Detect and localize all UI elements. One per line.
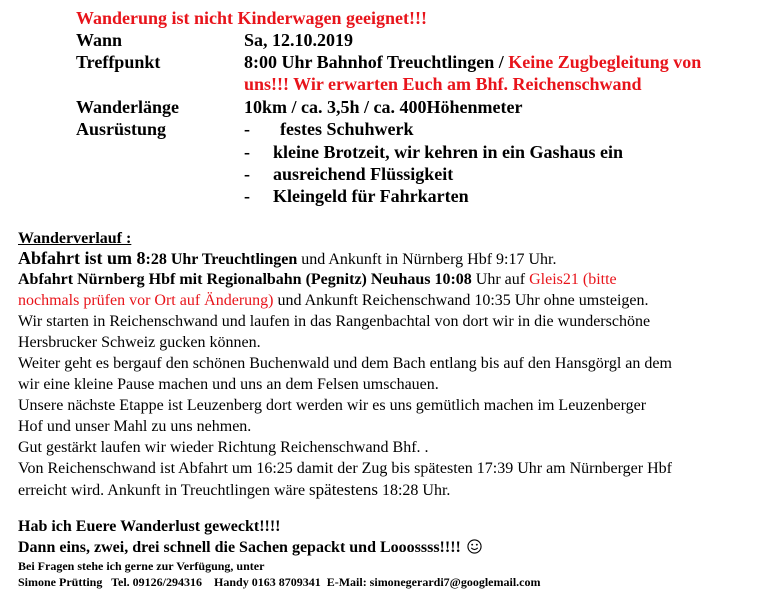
route-last-line-b: spätestens — [309, 480, 378, 499]
route-line-2-bold: Abfahrt Nürnberg Hbf mit Regionalbahn (Pegnitz) Neuhaus 10:08 — [18, 271, 472, 288]
route-last-line — [18, 479, 450, 501]
smiley-face-icon — [467, 539, 482, 554]
route-line-1-bold-a: Abfahrt ist um 8 — [18, 248, 146, 268]
route-line-3 — [18, 290, 649, 311]
route-line-3-red: nochmals prüfen vor Ort auf Änderung) — [18, 292, 274, 309]
list-item-4: Kleingeld für Fahrkarten — [273, 186, 469, 206]
route-line-3-rest: und Ankunft Reichenschwand 10:35 Uhr ohne umsteigen. — [273, 292, 649, 309]
dash-4: - — [244, 186, 250, 206]
paragraph-line: Hof und unser Mahl zu uns nehmen. — [18, 418, 252, 435]
paragraph-line: Hersbrucker Schweiz gucken können. — [18, 334, 261, 351]
paragraph-line: Unsere nächste Etappe ist Leuzenberg dort werden wir es uns gemütlich machen im Leuzenberger — [18, 397, 647, 414]
value-treffpunkt — [244, 51, 701, 73]
paragraph-line: Von Reichenschwand ist Abfahrt um 16:25 damit der Zug bis spätesten 17:39 Uhr am Nürnberger Hbf — [18, 460, 672, 477]
route-line-1-rest: und Ankunft in Nürnberg Hbf 9:17 Uhr. — [297, 251, 557, 268]
treffpunkt-note-2: uns!!! Wir erwarten Euch am Bhf. Reichenschwand — [244, 74, 642, 94]
closing-line-1: Hab ich Euere Wanderlust geweckt!!!! — [18, 518, 281, 535]
route-line-2-rest: Uhr auf — [471, 271, 530, 288]
route-line-1 — [18, 248, 556, 270]
dash-1: - — [244, 119, 250, 139]
label-wanderlaenge: Wanderlänge — [76, 97, 180, 117]
treffpunkt-note-1: Keine Zugbegleitung von — [508, 52, 702, 72]
contact-intro: Bei Fragen stehe ich gerne zur Verfügung, unter — [18, 559, 265, 573]
route-heading: Wanderverlauf : — [18, 230, 132, 247]
label-wann: Wann — [76, 30, 123, 50]
value-wanderlaenge: 10km / ca. 3,5h / ca. 400Höhenmeter — [244, 97, 523, 117]
route-line-1-bold-b: :28 Uhr Treuchtlingen — [145, 251, 298, 268]
paragraph-line: Weiter geht es bergauf den schönen Buchenwald und dem Bach entlang bis auf den Hansgörgl an dem — [18, 355, 672, 372]
paragraph-line: Wir starten in Reichenschwand und laufen in das Rangenbachtal von dort wir in die wunderschöne — [18, 313, 651, 330]
closing-line-2-text: Dann eins, zwei, drei schnell die Sachen gepackt und Looossss!!!! — [18, 539, 461, 556]
list-item-1: festes Schuhwerk — [280, 119, 414, 139]
route-line-2-red: Gleis21 (bitte — [529, 271, 617, 288]
label-ausruestung: Ausrüstung — [76, 119, 167, 139]
value-wann: Sa, 12.10.2019 — [244, 30, 354, 50]
closing-line-2 — [18, 538, 482, 558]
dash-2: - — [244, 142, 250, 162]
route-last-line-a: erreicht wird. Ankunft in Treuchtlingen wäre — [18, 482, 310, 499]
route-last-line-c: 18:28 Uhr. — [377, 482, 451, 499]
dash-3: - — [244, 164, 250, 184]
paragraph-line: wir eine kleine Pause machen und uns an dem Felsen umschauen. — [18, 376, 439, 393]
list-item-3: ausreichend Flüssigkeit — [273, 164, 454, 184]
treffpunkt-station: 8:00 Uhr Bahnhof Treuchtlingen / — [244, 52, 509, 72]
paragraph-line: Gut gestärkt laufen wir wieder Richtung Reichenschwand Bhf. . — [18, 439, 429, 456]
contact-details: Simone Prütting Tel. 09126/294316 Handy 0163 8709341 E-Mail: simonegerardi7@googlemail.com — [18, 575, 541, 589]
warning-line: Wanderung ist nicht Kinderwagen geeignet!!! — [76, 8, 427, 28]
route-line-2 — [18, 269, 617, 290]
label-treffpunkt: Treffpunkt — [76, 52, 161, 72]
list-item-2: kleine Brotzeit, wir kehren in ein Gashaus ein — [273, 142, 624, 162]
